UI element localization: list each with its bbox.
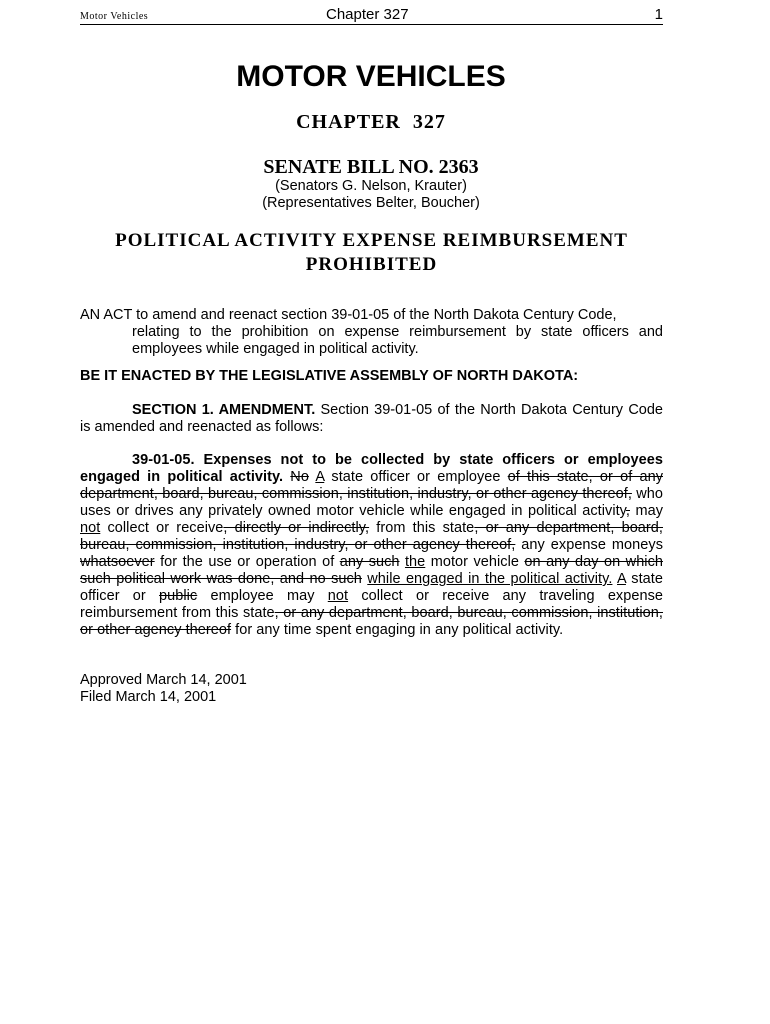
provision-text: may xyxy=(630,503,663,519)
deleted-text: whatsoever xyxy=(80,554,155,570)
running-header-title: Motor Vehicles xyxy=(80,11,149,22)
inserted-text: A xyxy=(617,571,626,587)
filed-date: Filed March 14, 2001 xyxy=(80,689,217,705)
deleted-text: , or any department, board, bureau, commission, institution, or other agency thereof xyxy=(80,605,663,638)
section-1-heading: SECTION 1. AMENDMENT. xyxy=(132,402,316,418)
subject-heading: POLITICAL ACTIVITY EXPENSE REIMBURSEMENT PROHIBITED xyxy=(115,230,628,275)
deleted-text: public xyxy=(159,588,198,604)
inserted-text: while engaged in the political activity. xyxy=(367,571,613,587)
provision-text: employee may xyxy=(197,588,328,604)
act-title-first-line: AN ACT to amend and reenact section 39-01-05 of the North Dakota Century Code, xyxy=(80,307,617,323)
provision-heading: 39-01-05. Expenses not to be collected by state officers or employees engaged in political activity. xyxy=(80,452,663,485)
act-title xyxy=(80,307,663,358)
provision-text: state officer or xyxy=(80,571,663,604)
chapter-heading: CHAPTER 327 xyxy=(296,111,446,133)
page-title: MOTOR VEHICLES xyxy=(236,60,506,93)
provision-text: collect or receive xyxy=(100,520,224,536)
deleted-text: , or any department, board, bureau, commission, institution, industry, or other agency thereof, xyxy=(80,520,663,553)
provision-text: collect or receive any traveling expense reimbursement from this state xyxy=(80,588,663,621)
deleted-text: , xyxy=(625,503,630,519)
inserted-text: not xyxy=(80,520,101,536)
provision-body xyxy=(80,469,663,638)
provision-text: from this state xyxy=(369,520,475,536)
running-header xyxy=(80,6,663,25)
deleted-text: on any day on which such political work was done, and no such xyxy=(80,554,663,587)
senators-line: (Senators G. Nelson, Krauter) xyxy=(275,178,467,194)
deleted-text: , directly or indirectly, xyxy=(223,520,370,536)
approval-block xyxy=(80,672,663,706)
provision-text: motor vehicle xyxy=(425,554,525,570)
enacting-clause: BE IT ENACTED BY THE LEGISLATIVE ASSEMBLY OF NORTH DAKOTA: xyxy=(80,368,579,384)
deleted-text: of this state, or of any department, board, bureau, commission, institution, industry, or other agency thereof, xyxy=(80,469,663,502)
approved-date: Approved March 14, 2001 xyxy=(80,672,247,688)
provision-text: for any time spent engaging in any political activity. xyxy=(231,622,564,638)
deleted-text: No xyxy=(290,469,309,485)
running-header-chapter: Chapter 327 xyxy=(326,6,409,23)
provision-text: state officer or employee xyxy=(324,469,508,485)
inserted-text: not xyxy=(327,588,349,604)
inserted-text: A xyxy=(315,469,325,485)
provision-text: who uses or drives any privately owned motor vehicle while engaged in political activity xyxy=(80,486,663,519)
inserted-text: the xyxy=(404,554,426,570)
provision-text: any expense moneys xyxy=(515,537,663,553)
act-title-continuation: relating to the prohibition on expense reimbursement by state officers and employees while engaged in political activity. xyxy=(132,324,663,357)
page-number: 1 xyxy=(654,6,663,23)
representatives-line: (Representatives Belter, Boucher) xyxy=(262,195,480,211)
deleted-text: any such xyxy=(339,554,400,570)
provision-paragraph xyxy=(80,452,663,639)
provision-text: for the use or operation of xyxy=(154,554,340,570)
bill-number: SENATE BILL NO. 2363 xyxy=(263,156,479,178)
section-1-paragraph xyxy=(80,402,663,436)
section-1-text: Section 39-01-05 of the North Dakota Century Code is amended and reenacted as follows: xyxy=(80,402,663,435)
